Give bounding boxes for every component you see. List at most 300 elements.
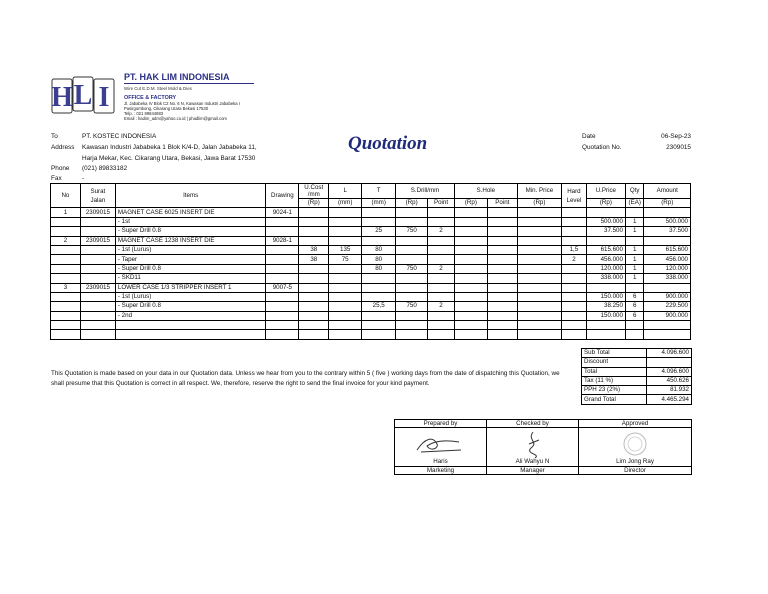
totals-label: Tax (11 %) <box>582 376 647 385</box>
cell-l <box>329 311 362 320</box>
cell-l <box>329 208 362 217</box>
cell-sd-pt <box>428 292 455 301</box>
cell-uprice <box>586 283 625 292</box>
cell-sd-pt <box>428 255 455 264</box>
cell-ucost <box>299 264 329 273</box>
cell-l <box>329 321 362 330</box>
cell-ucost <box>299 311 329 320</box>
cell-uprice <box>586 236 625 245</box>
cell-drawing <box>266 330 299 339</box>
cell-qty <box>625 330 644 339</box>
cell-item: - SKD11 <box>115 274 265 283</box>
table-row <box>51 208 691 217</box>
logo-letter-i: I <box>98 82 110 113</box>
totals-row <box>582 367 692 376</box>
cell-sd-pt <box>428 283 455 292</box>
cell-min <box>517 274 561 283</box>
cell-sd-rp: 750 <box>396 227 428 236</box>
cell-sd-pt <box>428 245 455 254</box>
address-line-2: Harja Mekar, Kec. Cikarang Utara, Bekasi, Jawa Barat 17530 <box>82 155 256 162</box>
cell-no <box>51 274 81 283</box>
cell-uprice <box>586 321 625 330</box>
header-items: Items <box>115 184 265 208</box>
cell-uprice: 38.250 <box>586 302 625 311</box>
cell-sd-rp <box>396 330 428 339</box>
header-min-price-unit: (Rp) <box>517 199 561 208</box>
cell-sh-rp <box>454 236 487 245</box>
cell-sh-rp <box>454 311 487 320</box>
cell-sh-pt <box>487 274 517 283</box>
cell-sh-rp <box>454 217 487 226</box>
company-slogan: Wire Cut E.D.M. Steel Mold & Dies <box>124 86 192 91</box>
cell-t: 80 <box>362 245 396 254</box>
table-row <box>51 217 691 226</box>
cell-no: 1 <box>51 208 81 217</box>
cell-sh-pt <box>487 311 517 320</box>
cell-sd-pt <box>428 311 455 320</box>
cell-sj: 2309015 <box>80 208 115 217</box>
office-heading: OFFICE & FACTORY <box>124 95 177 101</box>
cell-sd-rp <box>396 208 428 217</box>
cell-hard <box>562 292 587 301</box>
cell-no <box>51 227 81 236</box>
cell-min <box>517 330 561 339</box>
cell-no <box>51 292 81 301</box>
cell-drawing: 9028-1 <box>266 236 299 245</box>
cell-min <box>517 292 561 301</box>
cell-ucost <box>299 330 329 339</box>
quotation-table <box>50 183 691 340</box>
cell-min <box>517 245 561 254</box>
table-body <box>51 208 691 339</box>
cell-drawing: 9007-5 <box>266 283 299 292</box>
table-row <box>51 311 691 320</box>
cell-ucost <box>299 321 329 330</box>
cell-drawing <box>266 302 299 311</box>
cell-sh-pt <box>487 330 517 339</box>
cell-qty: 1 <box>625 217 644 226</box>
cell-t <box>362 292 396 301</box>
logo-letter-l: L <box>73 80 93 111</box>
cell-min <box>517 227 561 236</box>
cell-amount: 900.000 <box>644 311 691 320</box>
cell-min <box>517 302 561 311</box>
approved-name: Lim Jong Ray <box>616 458 654 465</box>
approved-role: Director <box>579 467 692 475</box>
table-row <box>51 274 691 283</box>
totals-label: Discount <box>582 358 647 367</box>
cell-qty: 6 <box>625 302 644 311</box>
cell-uprice <box>586 330 625 339</box>
cell-ucost <box>299 302 329 311</box>
cell-sh-rp <box>454 292 487 301</box>
cell-sh-pt <box>487 217 517 226</box>
cell-drawing <box>266 274 299 283</box>
cell-item: - Super Drill 0.8 <box>115 264 265 273</box>
header-shole: S.Hole <box>454 184 517 199</box>
cell-min <box>517 311 561 320</box>
cell-l <box>329 264 362 273</box>
cell-l <box>329 236 362 245</box>
cell-sd-rp <box>396 245 428 254</box>
cell-no <box>51 311 81 320</box>
cell-sj: 2309015 <box>80 283 115 292</box>
cell-hard: 1,5 <box>562 245 587 254</box>
cell-sj <box>80 264 115 273</box>
table-row <box>51 227 691 236</box>
totals-row <box>582 395 692 404</box>
cell-sd-rp: 750 <box>396 264 428 273</box>
cell-no <box>51 255 81 264</box>
approved-signature-cell <box>579 428 692 467</box>
header-l-unit: (mm) <box>329 199 362 208</box>
cell-sj <box>80 311 115 320</box>
fax-label: Fax <box>51 175 62 182</box>
cell-amount: 229.500 <box>644 302 691 311</box>
terms-note: This Quotation is made based on your data in our Quotation data. Unless we hear from you to the contrary within 5 ( five ) working days from the date of dispatching this Quotation, we shall presume that this Quotation is correct in all respect. We, therefore, reserve the right to send the final invoice for your kind payment. <box>51 370 560 387</box>
cell-sh-rp <box>454 274 487 283</box>
cell-l <box>329 274 362 283</box>
cell-hard <box>562 330 587 339</box>
cell-sd-rp <box>396 217 428 226</box>
prepared-name: Haris <box>433 458 448 465</box>
to-value: PT. KOSTEC INDONESIA <box>82 133 157 140</box>
cell-amount: 37.500 <box>644 227 691 236</box>
cell-sj <box>80 330 115 339</box>
cell-sh-rp <box>454 255 487 264</box>
cell-item: - Super Drill 0.8 <box>115 302 265 311</box>
cell-sd-rp <box>396 236 428 245</box>
cell-sj: 2309015 <box>80 236 115 245</box>
cell-sh-pt <box>487 208 517 217</box>
table-row <box>51 283 691 292</box>
cell-item <box>115 321 265 330</box>
cell-qty <box>625 208 644 217</box>
cell-drawing <box>266 217 299 226</box>
company-name: PT. HAK LIM INDONESIA <box>124 72 230 82</box>
cell-sd-pt: 2 <box>428 264 455 273</box>
cell-amount <box>644 283 691 292</box>
cell-sh-pt <box>487 245 517 254</box>
cell-sh-pt <box>487 227 517 236</box>
cell-qty <box>625 236 644 245</box>
header-l: L <box>329 184 362 199</box>
cell-drawing <box>266 292 299 301</box>
cell-sd-pt: 2 <box>428 227 455 236</box>
cell-min <box>517 255 561 264</box>
cell-sd-rp <box>396 274 428 283</box>
cell-sd-pt <box>428 321 455 330</box>
cell-t <box>362 236 396 245</box>
cell-item <box>115 330 265 339</box>
cell-hard <box>562 283 587 292</box>
cell-uprice: 150.000 <box>586 292 625 301</box>
cell-ucost <box>299 208 329 217</box>
cell-item: - Taper <box>115 255 265 264</box>
cell-sh-pt <box>487 321 517 330</box>
header-surat-jalan: Surat Jalan <box>80 184 115 208</box>
cell-min <box>517 208 561 217</box>
table-row <box>51 245 691 254</box>
header-min-price: Min. Price <box>517 184 561 199</box>
cell-t <box>362 208 396 217</box>
prepared-signature-cell <box>395 428 487 467</box>
cell-sj <box>80 255 115 264</box>
header-shole-rp: (Rp) <box>454 199 487 208</box>
address-line-1: Kawasan Industri Jababeka 1 Blok K/4-D, Jalan Jababeka 11, <box>82 144 257 151</box>
header-sdrill-rp: (Rp) <box>396 199 428 208</box>
cell-l: 135 <box>329 245 362 254</box>
cell-sh-rp <box>454 283 487 292</box>
company-stamp <box>617 430 653 458</box>
cell-amount: 615.600 <box>644 245 691 254</box>
cell-drawing <box>266 311 299 320</box>
approved-label: Approved <box>579 420 692 428</box>
cell-ucost <box>299 274 329 283</box>
totals-value: 4.096.600 <box>647 349 692 358</box>
cell-no <box>51 217 81 226</box>
company-email: Email : hadim_adm@yahoo.co.id | phadlim@gmail.com <box>124 116 227 121</box>
cell-amount: 456.000 <box>644 255 691 264</box>
cell-uprice: 338.000 <box>586 274 625 283</box>
cell-uprice: 615.600 <box>586 245 625 254</box>
phone-value: (021) 89833182 <box>82 165 128 172</box>
cell-amount <box>644 321 691 330</box>
date-label: Date <box>582 133 596 140</box>
totals-row <box>582 349 692 358</box>
totals-value: 4.096.600 <box>647 367 692 376</box>
to-label: To <box>51 133 58 140</box>
prepared-signature <box>411 430 471 458</box>
signature-table <box>394 419 692 475</box>
totals-table <box>581 348 692 405</box>
cell-ucost <box>299 283 329 292</box>
checked-role: Manager <box>487 467 579 475</box>
cell-l <box>329 330 362 339</box>
prepared-role: Marketing <box>395 467 487 475</box>
totals-label: Grand Total <box>582 395 647 404</box>
cell-t <box>362 274 396 283</box>
cell-hard <box>562 236 587 245</box>
cell-hard <box>562 227 587 236</box>
cell-t <box>362 311 396 320</box>
cell-sh-pt <box>487 283 517 292</box>
cell-amount <box>644 330 691 339</box>
cell-qty: 1 <box>625 245 644 254</box>
cell-min <box>517 236 561 245</box>
cell-sd-pt <box>428 236 455 245</box>
quotation-no-value: 2309015 <box>666 144 691 151</box>
header-sdrill-point: Point <box>428 199 455 208</box>
cell-sj <box>80 321 115 330</box>
cell-qty: 6 <box>625 292 644 301</box>
header-t-unit: (mm) <box>362 199 396 208</box>
cell-item: LOWER CASE 1/3 STRIPPER INSERT 1 <box>115 283 265 292</box>
totals-label: Sub Total <box>582 349 647 358</box>
cell-t: 80 <box>362 255 396 264</box>
cell-no <box>51 264 81 273</box>
cell-sh-rp <box>454 302 487 311</box>
cell-drawing: 9024-1 <box>266 208 299 217</box>
date-value: 06-Sep-23 <box>661 133 691 140</box>
cell-uprice: 500.000 <box>586 217 625 226</box>
cell-amount: 500.000 <box>644 217 691 226</box>
table-row <box>51 236 691 245</box>
totals-value: 450.626 <box>647 376 692 385</box>
checked-by-label: Checked by <box>487 420 579 428</box>
cell-ucost: 38 <box>299 255 329 264</box>
cell-sh-pt <box>487 302 517 311</box>
cell-sh-rp <box>454 208 487 217</box>
cell-l <box>329 283 362 292</box>
cell-no <box>51 245 81 254</box>
cell-min <box>517 264 561 273</box>
cell-uprice: 150.000 <box>586 311 625 320</box>
cell-sj <box>80 217 115 226</box>
prepared-by-label: Prepared by <box>395 420 487 428</box>
cell-sj <box>80 274 115 283</box>
cell-amount: 338.000 <box>644 274 691 283</box>
totals-label: PPH 23 (2%) <box>582 386 647 395</box>
cell-drawing <box>266 245 299 254</box>
cell-l <box>329 227 362 236</box>
header-uprice: U.Price <box>586 184 625 199</box>
cell-ucost <box>299 236 329 245</box>
cell-sd-pt <box>428 330 455 339</box>
phone-label: Phone <box>51 165 70 172</box>
cell-no: 2 <box>51 236 81 245</box>
header-drawing: Drawing <box>266 184 299 208</box>
cell-t <box>362 321 396 330</box>
cell-ucost <box>299 292 329 301</box>
cell-hard <box>562 264 587 273</box>
cell-uprice: 37.500 <box>586 227 625 236</box>
header-shole-point: Point <box>487 199 517 208</box>
cell-sd-pt <box>428 208 455 217</box>
table-row <box>51 330 691 339</box>
cell-drawing <box>266 255 299 264</box>
cell-amount: 120.000 <box>644 264 691 273</box>
totals-row <box>582 376 692 385</box>
cell-qty: 1 <box>625 255 644 264</box>
cell-l <box>329 292 362 301</box>
cell-sd-pt <box>428 217 455 226</box>
table-row <box>51 302 691 311</box>
cell-sh-rp <box>454 321 487 330</box>
header-ucost: U.Cost /mm <box>299 184 329 199</box>
totals-row <box>582 386 692 395</box>
cell-hard <box>562 208 587 217</box>
quotation-no-label: Quotation No. <box>582 144 622 151</box>
cell-drawing <box>266 264 299 273</box>
cell-min <box>517 321 561 330</box>
cell-ucost: 38 <box>299 245 329 254</box>
cell-uprice: 456.000 <box>586 255 625 264</box>
cell-sd-pt <box>428 274 455 283</box>
cell-t: 80 <box>362 264 396 273</box>
cell-l: 75 <box>329 255 362 264</box>
cell-ucost <box>299 217 329 226</box>
document-title: Quotation <box>348 133 428 154</box>
header-amount-unit: (Rp) <box>644 199 691 208</box>
header-sdrill: S.Drill/mm <box>396 184 455 199</box>
checked-signature-cell <box>487 428 579 467</box>
cell-no <box>51 330 81 339</box>
header-no: No <box>51 184 81 208</box>
cell-hard <box>562 311 587 320</box>
cell-t <box>362 330 396 339</box>
header-hard-level: Hard Level <box>562 184 587 208</box>
cell-item: - 2nd <box>115 311 265 320</box>
table-row <box>51 264 691 273</box>
header-t: T <box>362 184 396 199</box>
cell-l <box>329 302 362 311</box>
cell-sj <box>80 302 115 311</box>
cell-sj <box>80 245 115 254</box>
header-amount: Amount <box>644 184 691 199</box>
cell-item: - 1st (Lurus) <box>115 245 265 254</box>
cell-no <box>51 321 81 330</box>
header-qty-unit: (EA) <box>625 199 644 208</box>
cell-item: - 1st <box>115 217 265 226</box>
cell-l <box>329 217 362 226</box>
totals-value <box>647 358 692 367</box>
cell-qty: 6 <box>625 311 644 320</box>
table-row <box>51 292 691 301</box>
cell-sd-rp: 750 <box>396 302 428 311</box>
checked-signature <box>513 430 553 460</box>
checked-name: Ali Wahyu N <box>515 458 550 465</box>
cell-qty <box>625 321 644 330</box>
cell-t: 25,5 <box>362 302 396 311</box>
cell-item: - 1st (Lurus) <box>115 292 265 301</box>
cell-hard <box>562 302 587 311</box>
company-phone: Telp. : 021 89844883 <box>124 111 164 116</box>
cell-hard: 2 <box>562 255 587 264</box>
company-block <box>124 72 254 121</box>
header-uprice-unit: (Rp) <box>586 199 625 208</box>
table-row <box>51 321 691 330</box>
cell-sh-pt <box>487 236 517 245</box>
totals-value: 4.465.294 <box>647 395 692 404</box>
cell-qty: 1 <box>625 274 644 283</box>
cell-t <box>362 283 396 292</box>
cell-qty: 1 <box>625 264 644 273</box>
header-ucost-unit: (Rp) <box>299 199 329 208</box>
cell-amount <box>644 208 691 217</box>
cell-qty: 1 <box>625 227 644 236</box>
cell-hard <box>562 321 587 330</box>
cell-sd-rp <box>396 255 428 264</box>
cell-sd-rp <box>396 321 428 330</box>
cell-amount: 900.000 <box>644 292 691 301</box>
cell-amount <box>644 236 691 245</box>
header-qty: Qty <box>625 184 644 199</box>
logo-letter-h: H <box>51 82 73 113</box>
totals-label: Total <box>582 367 647 376</box>
cell-qty <box>625 283 644 292</box>
cell-t: 25 <box>362 227 396 236</box>
cell-uprice <box>586 208 625 217</box>
cell-sh-pt <box>487 264 517 273</box>
cell-item: - Super Drill 0.8 <box>115 227 265 236</box>
cell-ucost <box>299 227 329 236</box>
cell-sh-rp <box>454 245 487 254</box>
company-address-2: Pasirgombong, Cikarang Utara Bekasi 17530 <box>124 106 209 111</box>
cell-no: 3 <box>51 283 81 292</box>
cell-sh-rp <box>454 264 487 273</box>
cell-sd-rp <box>396 292 428 301</box>
